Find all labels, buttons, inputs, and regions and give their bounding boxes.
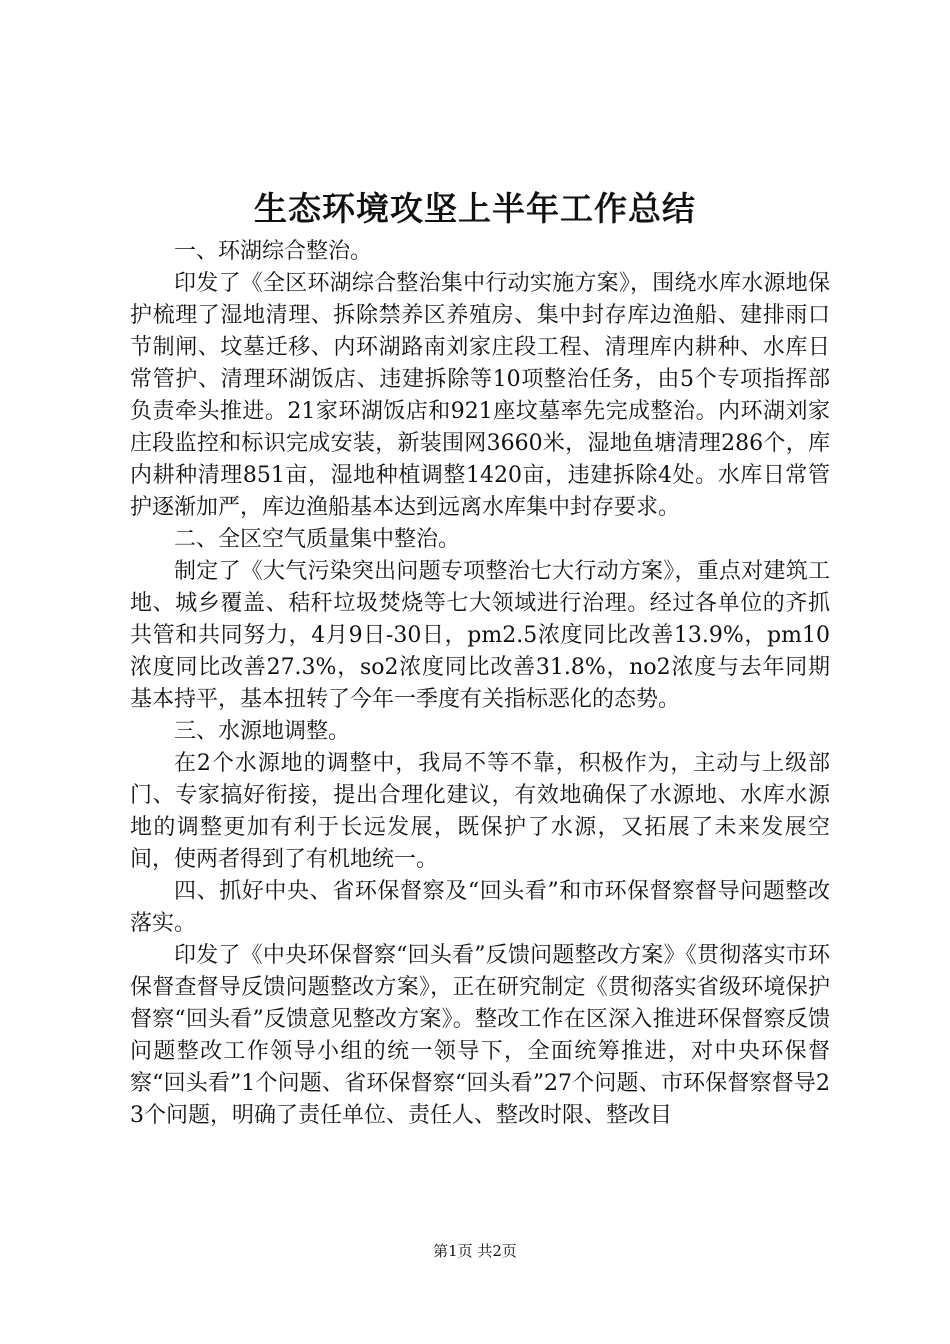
section-heading-4: 四、抓好中央、省环保督察及“回头看”和市环保督察督导问题整改落实。 bbox=[130, 879, 830, 936]
section-paragraph-2: 制定了《大气污染突出问题专项整治七大行动方案》，重点对建筑工地、城乡覆盖、秸秆垃圾焚烧等七大领域进行治理。经过各单位的齐抓共管和共同努力，4月9日-30日，pm2.5浓度同比改善13.9%，pm10浓度同比改善27.3%，so2浓度同比改善31.8%，no2浓度与去年同期基本持平，基本扭转了今年一季度有关指标恶化的态势。 bbox=[130, 559, 830, 712]
section-heading-2: 二、全区空气质量集中整治。 bbox=[174, 527, 461, 552]
document-body bbox=[130, 236, 830, 1132]
section-heading-1: 一、环湖综合整治。 bbox=[174, 239, 373, 264]
section-paragraph-3: 在2个水源地的调整中，我局不等不靠，积极作为，主动与上级部门、专家搞好衔接，提出合理化建议，有效地确保了水源地、水库水源地的调整更加有利于长远发展，既保护了水源，又拓展了未来发展空间，使两者得到了有机地统一。 bbox=[130, 751, 830, 872]
section-paragraph-1: 印发了《全区环湖综合整治集中行动实施方案》，围绕水库水源地保护梳理了湿地清理、拆除禁养区养殖房、集中封存库边渔船、建排雨口节制闸、坟墓迁移、内环湖路南刘家庄段工程、清理库内耕种、水库日常管护、清理环湖饭店、违建拆除等10项整治任务，由5个专项指挥部负责牵头推进。21家环湖饭店和921座坟墓率先完成整治。内环湖刘家庄段监控和标识完成安装，新装围网3660米，湿地鱼塘清理286个，库内耕种清理851亩，湿地种植调整1420亩，违建拆除4处。水库日常管护逐渐加严，库边渔船基本达到远离水库集中封存要求。 bbox=[130, 271, 830, 520]
document-title: 生态环境攻坚上半年工作总结 bbox=[254, 189, 696, 228]
page-footer: 第1页 共2页 bbox=[433, 1242, 517, 1260]
section-heading-3: 三、水源地调整。 bbox=[174, 719, 351, 744]
section-paragraph-4: 印发了《中央环保督察“回头看”反馈问题整改方案》《贯彻落实市环保督查督导反馈问题整改方案》，正在研究制定《贯彻落实省级环境保护督察“回头看”反馈意见整改方案》。整改工作在区深入推进环保督察反馈问题整改工作领导小组的统一领导下，全面统筹推进，对中央环保督察“回头看”1个问题、省环保督察“回头看”27个问题、市环保督察督导23个问题，明确了责任单位、责任人、整改时限、整改目 bbox=[130, 943, 830, 1128]
